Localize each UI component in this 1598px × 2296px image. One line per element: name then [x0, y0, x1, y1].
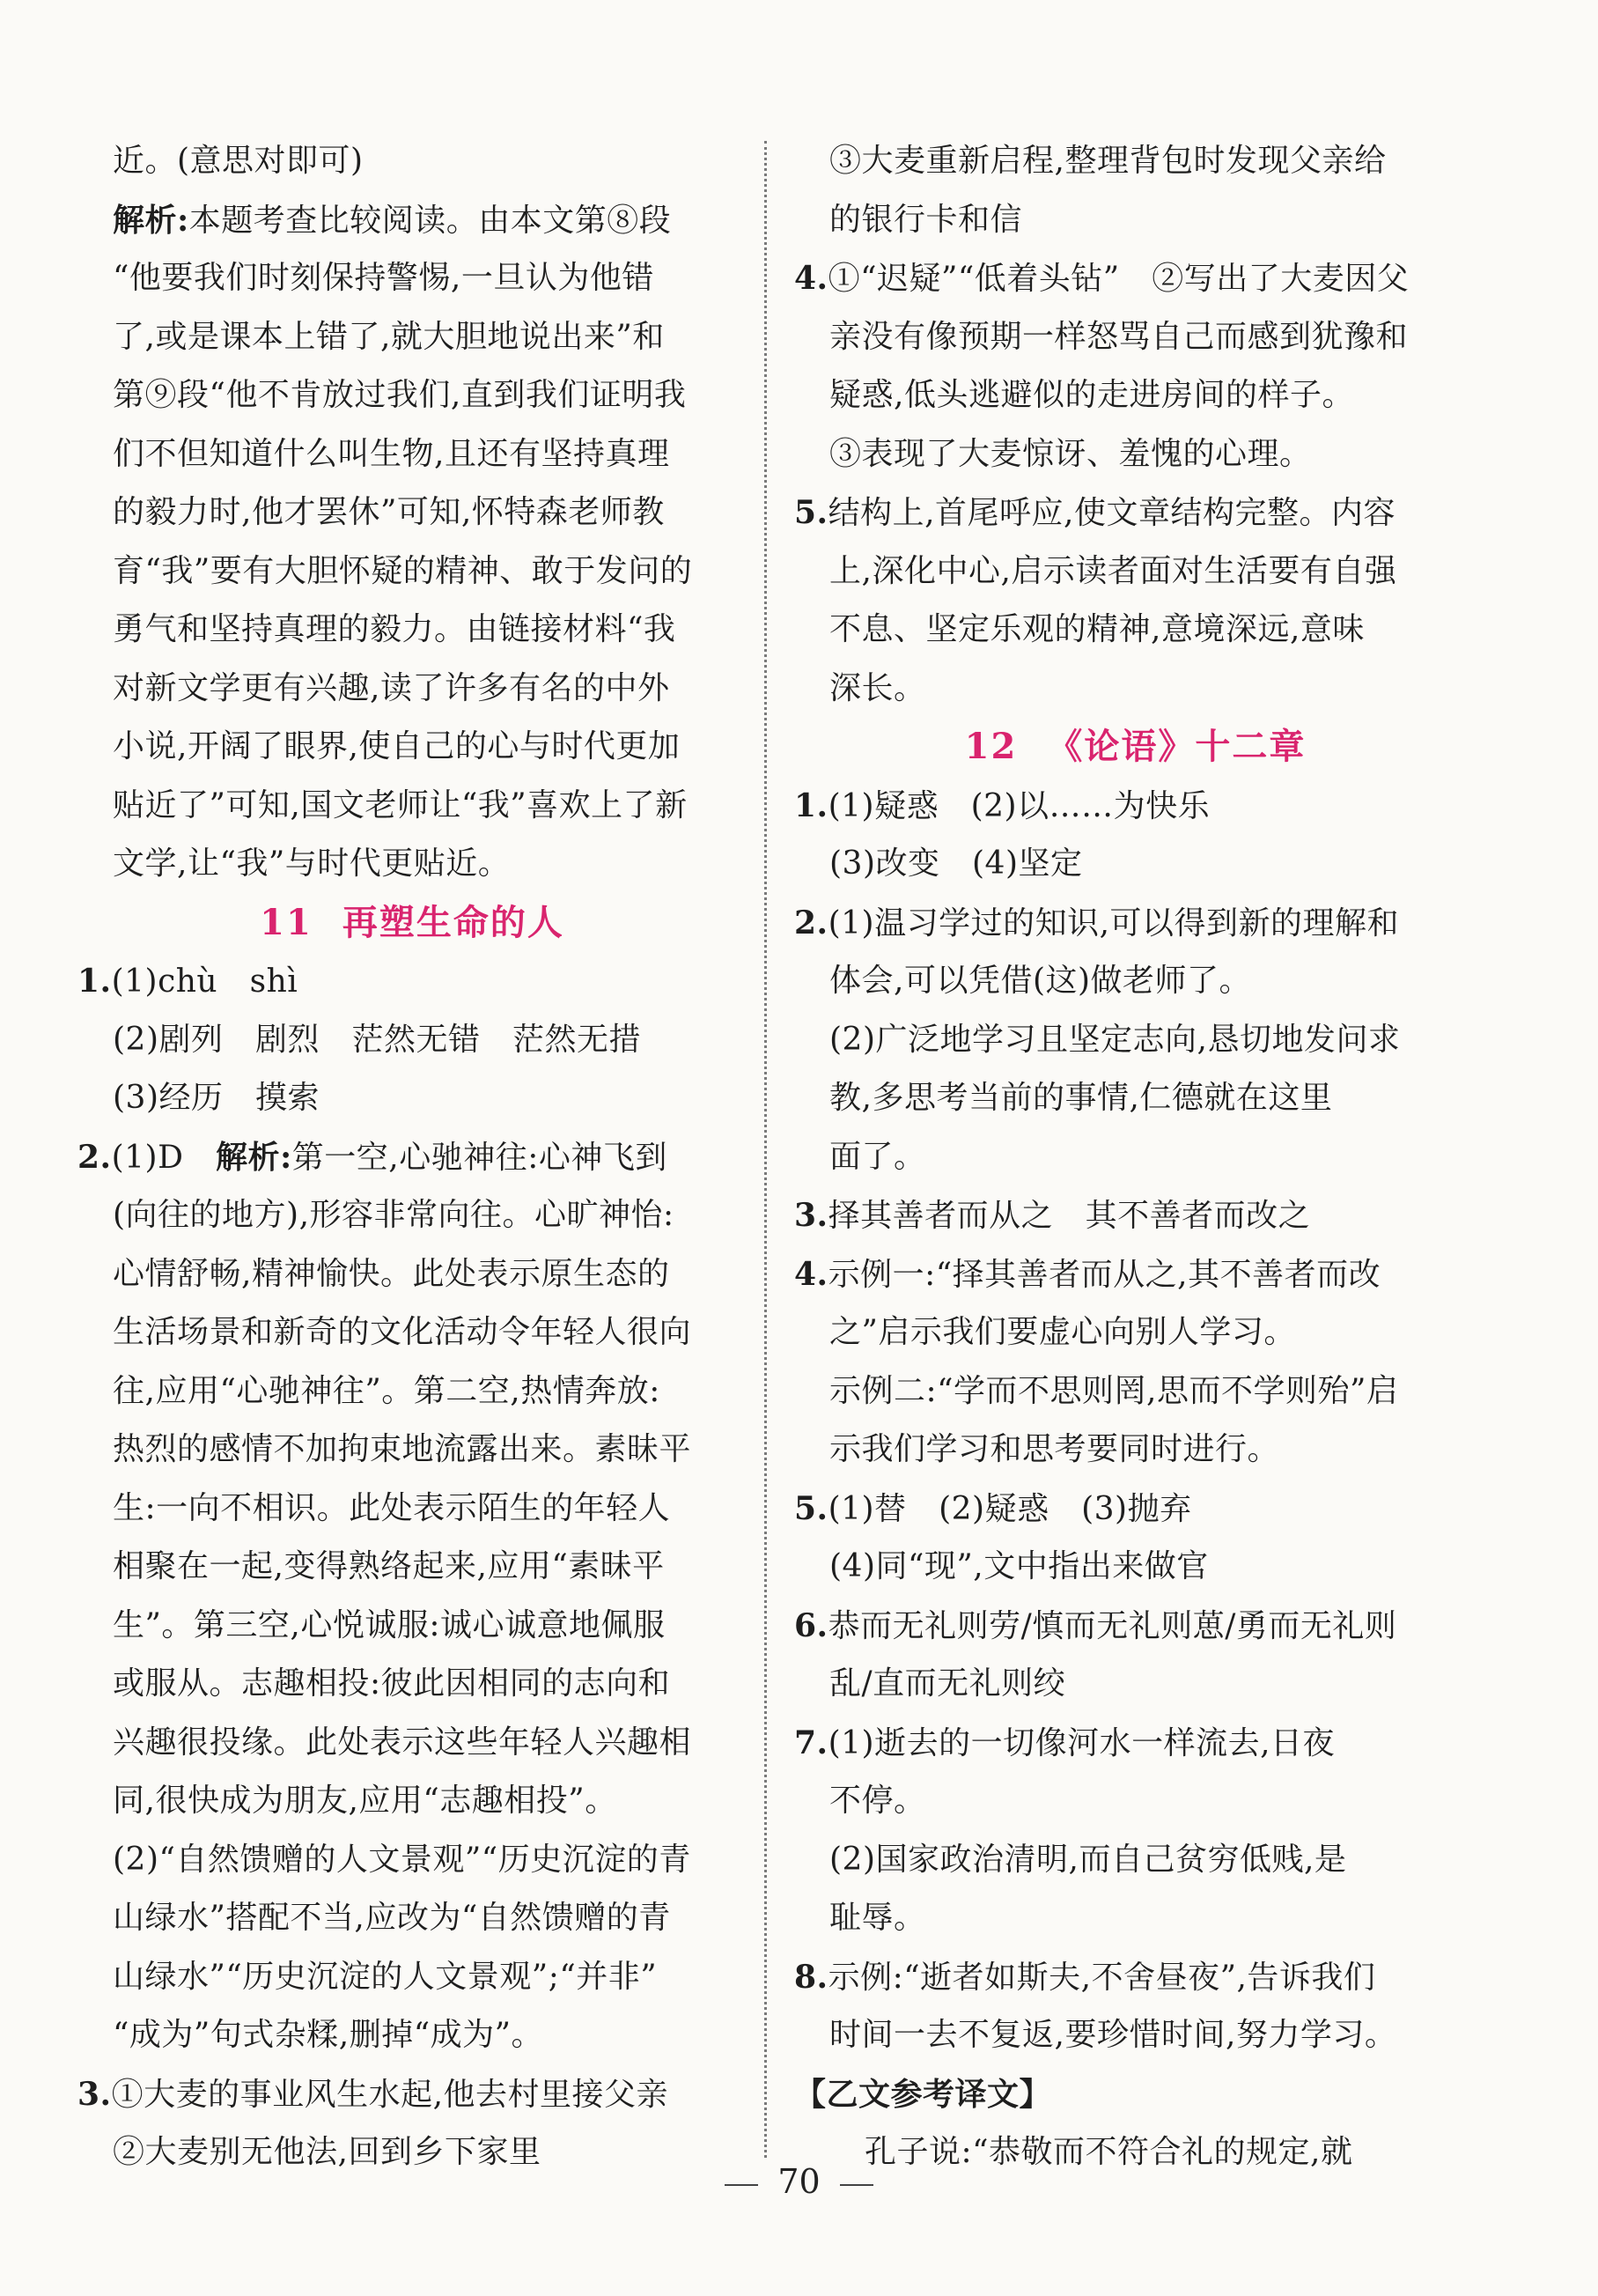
question-number: 6. [794, 1606, 828, 1644]
line-text: 【乙文参考译文】 [794, 2075, 1052, 2113]
line-text: 示例一:“择其善者而从之,其不善者而改 [828, 1256, 1381, 1293]
text-line [794, 132, 1476, 191]
line-text: 了,或是课本上错了,就大胆地说出来”和 [113, 318, 665, 355]
analysis-label: 解析: [113, 201, 189, 239]
line-text: 疑惑,低头逃避似的走进房间的样子。 [829, 377, 1354, 413]
text-line [77, 425, 747, 484]
line-text: (1)疑惑 (2)以……为快乐 [828, 787, 1211, 824]
line-text: 恭而无礼则劳/慎而无礼则葸/勇而无礼则 [828, 1607, 1397, 1644]
text-line [794, 777, 1476, 836]
text-line [794, 1303, 1476, 1362]
section-number: 12 [964, 726, 1018, 767]
text-line [794, 1538, 1476, 1597]
question-number: 7. [794, 1724, 828, 1761]
text-line [77, 952, 747, 1011]
text-line [77, 1772, 747, 1831]
text-line [77, 191, 747, 250]
question-number: 2. [794, 904, 828, 941]
line-text: 第⑨段“他不肯放过我们,直到我们证明我 [113, 377, 687, 413]
text-line [77, 1245, 747, 1304]
line-text: 上,深化中心,启示读者面对生活要有自强 [829, 552, 1397, 589]
text-line [794, 952, 1476, 1011]
line-text: ③表现了大麦惊讶、羞愧的心理。 [829, 435, 1312, 472]
text-line [794, 1948, 1476, 2007]
line-text: (向往的地方),形容非常向往。心旷神怡: [113, 1197, 674, 1233]
text-line [77, 249, 747, 308]
text-line [77, 1831, 747, 1890]
line-text: 不息、坚定乐观的精神,意境深远,意味 [829, 611, 1365, 647]
line-text: 文学,让“我”与时代更贴近。 [113, 845, 511, 882]
question-number: 1. [77, 963, 112, 1000]
text-line [794, 1480, 1476, 1539]
text-line [77, 2006, 747, 2065]
line-text: 热烈的感情不加拘束地流露出来。素昧平 [113, 1431, 692, 1467]
line-text: 择其善者而从之 其不善者而改之 [828, 1198, 1311, 1234]
line-text: (1)逝去的一切像河水一样流去,日夜 [828, 1724, 1336, 1761]
section-heading [77, 894, 747, 953]
text-line [794, 2065, 1476, 2124]
text-line [794, 1655, 1476, 1714]
line-text: 们不但知道什么叫生物,且还有坚持真理 [113, 435, 670, 472]
text-line [77, 718, 747, 777]
line-text: 生”。第三空,心悦诚服:诚心诚意地佩服 [113, 1606, 666, 1643]
text-line [794, 835, 1476, 894]
text-line [794, 308, 1476, 367]
text-line [794, 1245, 1476, 1304]
line-text: 育“我”要有大胆怀疑的精神、敢于发问的 [113, 552, 693, 589]
line-text: 时间一去不复返,要珍惜时间,努力学习。 [829, 2017, 1397, 2053]
line-text: 心情舒畅,精神愉快。此处表示原生态的 [113, 1255, 670, 1292]
text-line [794, 425, 1476, 484]
line-text: 相聚在一起,变得熟络起来,应用“素昧平 [113, 1548, 665, 1584]
text-line [77, 1597, 747, 1656]
text-line [794, 484, 1476, 543]
line-text: 示我们学习和思考要同时进行。 [829, 1431, 1280, 1467]
line-text: 的毅力时,他才罢休”可知,怀特森老师教 [113, 494, 665, 530]
line-text: 本题考查比较阅读。由本文第⑧段 [188, 202, 672, 239]
text-line [794, 249, 1476, 308]
question-number: 1. [794, 786, 828, 824]
text-line [794, 1714, 1476, 1773]
text-line [77, 1421, 747, 1480]
text-line [794, 1362, 1476, 1421]
text-line [77, 1655, 747, 1714]
text-line [77, 308, 747, 367]
text-line [77, 660, 747, 719]
line-text: (3)改变 (4)坚定 [829, 845, 1083, 882]
line-text: 的银行卡和信 [829, 201, 1023, 238]
line-text: (2)剧列 剧烈 茫然无错 茫然无措 [113, 1021, 641, 1058]
text-line [77, 1303, 747, 1362]
text-line [794, 1069, 1476, 1128]
text-line [794, 191, 1476, 250]
line-text: 耻辱。 [829, 1900, 926, 1936]
page-footer [0, 2162, 1598, 2201]
line-text: 同,很快成为朋友,应用“志趣相投”。 [113, 1783, 617, 1819]
text-line [794, 601, 1476, 660]
text-line [794, 1889, 1476, 1948]
text-line [77, 777, 747, 836]
text-line [77, 1538, 747, 1597]
line-text: (4)同“现”,文中指出来做官 [829, 1548, 1209, 1584]
line-text: 教,多思考当前的事情,仁德就在这里 [829, 1080, 1333, 1116]
line-text: 贴近了”可知,国文老师让“我”喜欢上了新 [113, 786, 688, 823]
text-line [77, 835, 747, 894]
line-text: 不停。 [829, 1783, 926, 1819]
left-column [77, 132, 747, 2182]
line-text: 山绿水”搭配不当,应改为“自然馈赠的青 [113, 1900, 671, 1936]
question-number: 3. [77, 2075, 112, 2113]
section-title: 《论语》十二章 [1047, 726, 1307, 767]
line-text: 生:一向不相识。此处表示陌生的年轻人 [113, 1489, 671, 1526]
text-line [794, 1831, 1476, 1890]
line-text: 深长。 [829, 669, 926, 706]
line-text: 近。(意思对即可) [113, 143, 364, 179]
text-line [77, 1480, 747, 1539]
text-line [77, 543, 747, 602]
text-line [794, 1597, 1476, 1656]
text-line [77, 366, 747, 425]
text-line [77, 1889, 747, 1948]
line-text: 示例:“逝者如斯夫,不舍昼夜”,告诉我们 [828, 1959, 1376, 1996]
text-line [77, 601, 747, 660]
section-heading [794, 718, 1476, 777]
line-text: 兴趣很投缘。此处表示这些年轻人兴趣相 [113, 1724, 692, 1761]
question-number: 4. [794, 260, 828, 297]
text-line [77, 2065, 747, 2124]
line-text: ②大麦别无他法,回到乡下家里 [113, 2134, 541, 2170]
right-column [794, 132, 1476, 2182]
column-divider [764, 141, 767, 2158]
question-number: 2. [77, 1138, 112, 1176]
text-line [794, 1011, 1476, 1070]
line-text: 往,应用“心驰神往”。第二空,热情奔放: [113, 1372, 660, 1409]
question-number: 4. [794, 1255, 828, 1293]
text-line [794, 1772, 1476, 1831]
text-line [794, 1128, 1476, 1187]
line-text: (2)国家政治清明,而自己贫穷低贱,是 [829, 1841, 1347, 1878]
line-text: “他要我们时刻保持警惕,一旦认为他错 [113, 260, 654, 296]
line-text: 山绿水”“历史沉淀的人文景观”;“并非” [113, 1958, 658, 1995]
text-line [794, 543, 1476, 602]
question-number: 5. [794, 1489, 828, 1527]
text-line [77, 1069, 747, 1128]
text-line [77, 132, 747, 191]
line-text: 对新文学更有兴趣,读了许多有名的中外 [113, 669, 670, 706]
text-line [77, 1714, 747, 1773]
line-text: ③大麦重新启程,整理背包时发现父亲给 [829, 143, 1387, 179]
section-title: 再塑生命的人 [342, 901, 564, 943]
line-text: 面了。 [829, 1138, 926, 1175]
text-line [794, 366, 1476, 425]
line-text: 结构上,首尾呼应,使文章结构完整。内容 [828, 495, 1395, 531]
text-line [77, 1011, 747, 1070]
line-text: 体会,可以凭借(这)做老师了。 [829, 963, 1252, 999]
question-number: 3. [794, 1197, 828, 1234]
text-line [794, 1421, 1476, 1480]
line-text: (1)温习学过的知识,可以得到新的理解和 [828, 904, 1400, 941]
footer-dash-left [725, 2184, 758, 2186]
line-text: “成为”句式杂糅,删掉“成为”。 [113, 2017, 544, 2053]
line-text: (3)经历 摸索 [113, 1080, 320, 1116]
line-text: 第一空,心驰神往:心神飞到 [291, 1139, 667, 1176]
text-line [794, 1186, 1476, 1245]
text-line [77, 1186, 747, 1245]
text-line [794, 660, 1476, 719]
line-text: (1)D [111, 1139, 216, 1176]
analysis-label: 解析: [215, 1138, 292, 1176]
footer-dash-right [840, 2184, 873, 2186]
question-number: 5. [794, 494, 828, 531]
question-number: 8. [794, 1958, 828, 1996]
line-text: 示例二:“学而不思则罔,思而不学则殆”启 [829, 1372, 1399, 1409]
line-text: 之”启示我们要虚心向别人学习。 [829, 1314, 1296, 1350]
text-line [77, 1128, 747, 1187]
text-line [794, 894, 1476, 953]
page-number: 70 [777, 2162, 821, 2201]
line-text: (2)“自然馈赠的人文景观”“历史沉淀的青 [113, 1841, 691, 1878]
line-text: 或服从。志趣相投:彼此因相同的志向和 [113, 1665, 671, 1702]
line-text: (2)广泛地学习且坚定志向,恳切地发问求 [829, 1021, 1401, 1058]
line-text: ①大麦的事业风生水起,他去村里接父亲 [111, 2076, 669, 2113]
text-line [77, 484, 747, 543]
line-text: ①“迟疑”“低着头钻” ②写出了大麦因父 [828, 261, 1410, 297]
line-text: 小说,开阔了眼界,使自己的心与时代更加 [113, 728, 681, 764]
line-text: (1)替 (2)疑惑 (3)抛弃 [828, 1490, 1192, 1527]
line-text: 乱/直而无礼则绞 [829, 1665, 1066, 1702]
line-text: 亲没有像预期一样怒骂自己而感到犹豫和 [829, 318, 1409, 355]
line-text: 勇气和坚持真理的毅力。由链接材料“我 [113, 611, 676, 647]
text-line [77, 1948, 747, 2007]
line-text: 孔子说:“恭敬而不符合礼的规定,就 [865, 2134, 1353, 2170]
section-number: 11 [260, 901, 313, 943]
text-line [794, 2006, 1476, 2065]
text-line [77, 1362, 747, 1421]
line-text: 生活场景和新奇的文化活动令年轻人很向 [113, 1314, 692, 1350]
line-text: (1)chù shì [111, 963, 298, 1000]
